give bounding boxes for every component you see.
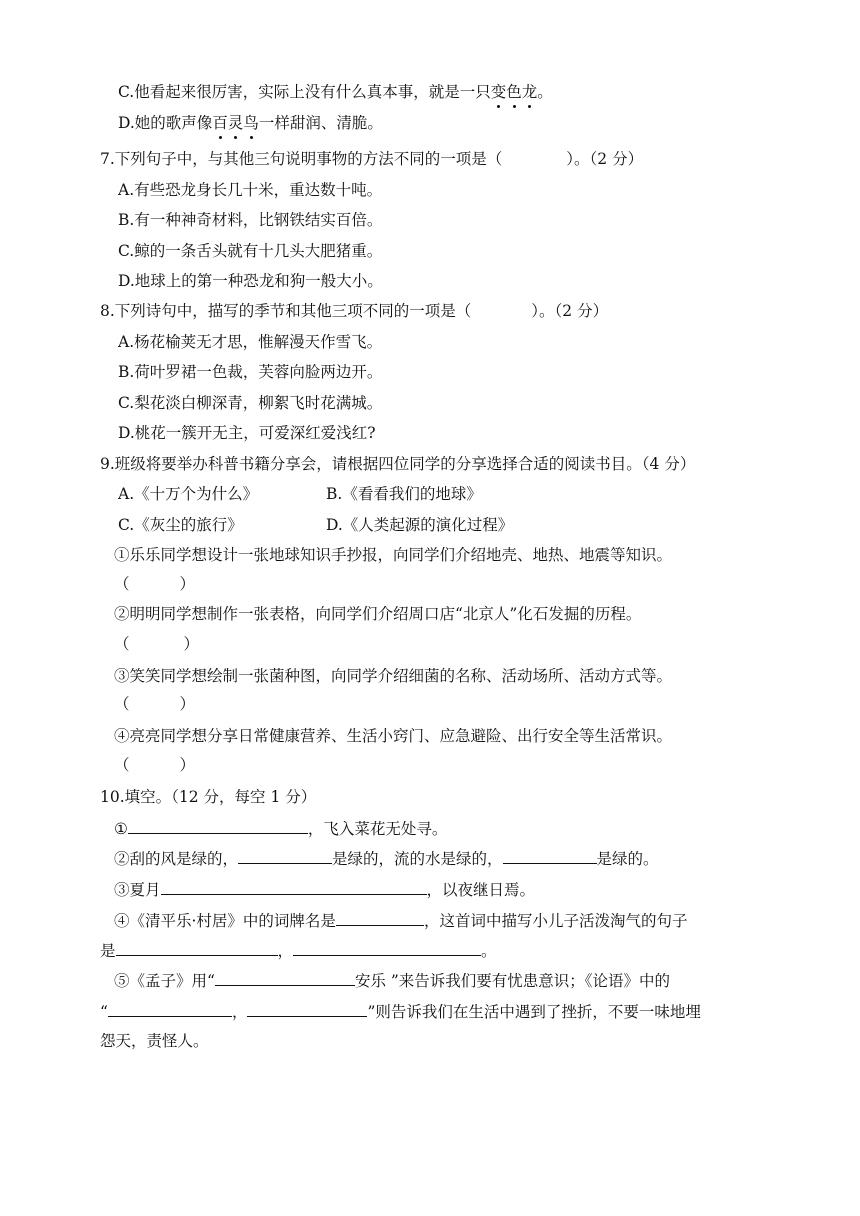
q9-item-1: ①乐乐同学想设计一张地球知识手抄报，向同学们介绍地壳、地热、地震等知识。 (114, 546, 673, 564)
q6-option-d-text: D.她的歌声像 (118, 114, 213, 132)
q10-line-8: 怨天，责怪人。 (100, 1032, 209, 1050)
emphasis-char: 灵 (227, 114, 244, 132)
q10-line-5-text-a: 是 (100, 942, 116, 960)
q9-answer-1[interactable] (114, 574, 195, 594)
emphasis-char: 百 (212, 114, 228, 132)
q6-option-c-end: 。 (537, 83, 553, 101)
paren-close: ） (179, 756, 196, 774)
q6-option-d-end: 一样甜润、清脆。 (258, 114, 383, 132)
q7-stem-text: 7.下列句子中，与其他三句说明事物的方法不同的一项是（ (100, 150, 503, 168)
fill-blank[interactable] (116, 940, 278, 956)
q7-option-b: B.有一种神奇材料，比钢铁结实百倍。 (118, 211, 383, 229)
q9-answer-2[interactable] (114, 634, 199, 654)
fill-blank[interactable] (215, 970, 355, 986)
q9-book-a: A.《十万个为什么》 (118, 485, 259, 503)
q8-score: ）。（2 分） (531, 302, 609, 320)
paren-close: ） (183, 635, 200, 653)
q9-item-2: ②明明同学想制作一张表格，向同学们介绍周口店“北京人”化石发掘的历程。 (114, 605, 642, 623)
fill-blank[interactable] (108, 1001, 232, 1017)
q10-line-7-text-a: “ (100, 1003, 108, 1021)
q10-line-7-text-b: ， (231, 1003, 248, 1021)
fill-blank[interactable] (238, 848, 332, 864)
q10-line-3-text-a: ③夏月 (114, 881, 161, 899)
q10-line-3 (114, 879, 535, 900)
fill-blank[interactable] (503, 848, 597, 864)
paren-open: （ (114, 756, 130, 774)
q10-line-6 (114, 970, 670, 991)
q8-option-b: B.荷叶罗裙一色裁，芙蓉向脸两边开。 (118, 363, 383, 381)
q7-option-a: A.有些恐龙身长几十米，重达数十吨。 (118, 181, 383, 199)
q10-line-7-text-c: ”则告诉我们在生活中遇到了挫折，不要一味地埋 (367, 1003, 701, 1021)
q7-stem (100, 149, 643, 169)
q9-answer-4[interactable] (114, 755, 195, 775)
q7-option-d: D.地球上的第一种恐龙和狗一般大小。 (118, 272, 383, 290)
q10-line-6-text-b: 安乐 ”来告诉我们要有忧患意识；《论语》中的 (354, 972, 671, 990)
q10-line-6-text-a: ⑤《孟子》用“ (114, 972, 215, 990)
paren-open: （ (114, 635, 130, 653)
q8-option-a: A.杨花榆荚无才思，惟解漫天作雪飞。 (118, 333, 383, 351)
q6-option-c (118, 82, 553, 102)
paren-close: ） (179, 695, 196, 713)
emphasis-char: 鸟 (243, 114, 259, 132)
q10-line-3-text-b: ，以夜继日焉。 (426, 881, 536, 899)
q9-item-4: ④亮亮同学想分享日常健康营养、生活小窍门、应急避险、出行安全等生活常识。 (114, 727, 673, 745)
q6-option-d (118, 113, 383, 133)
q8-option-c: C.梨花淡白柳深青，柳絮飞时花满城。 (118, 394, 383, 412)
q10-line-2-text-a: ②刮的风是绿的， (114, 850, 239, 868)
q6-option-c-text: C.他看起来很厉害，实际上没有什么真本事，就是一只 (118, 83, 491, 101)
fill-blank[interactable] (336, 910, 424, 926)
q10-line-4-text-b: ，这首词中描写小儿子活泼淘气的句子 (423, 912, 688, 930)
q10-line-4-text-a: ④《清平乐·村居》中的词牌名是 (114, 912, 336, 930)
q8-stem (100, 301, 608, 321)
emphasis-char: 色 (506, 83, 522, 101)
q8-option-d: D.桃花一簇开无主，可爱深红爱浅红? (118, 424, 376, 442)
q7-option-c: C.鲸的一条舌头就有十几头大肥猪重。 (118, 242, 383, 260)
q10-line-1-text: ，飞入菜花无处寻。 (307, 820, 448, 838)
fill-blank[interactable] (128, 818, 308, 834)
q7-score: ）。（2 分） (566, 150, 644, 168)
paren-close: ） (179, 575, 196, 593)
q9-book-d: D.《人类起源的演化过程》 (326, 516, 514, 534)
fill-blank[interactable] (293, 940, 481, 956)
q10-line-2-text-b: 是绿的，流的水是绿的， (332, 850, 503, 868)
q10-line-7 (100, 1001, 701, 1022)
q9-book-b: B.《看看我们的地球》 (326, 485, 482, 503)
q9-answer-3[interactable] (114, 694, 195, 714)
q10-line-5 (100, 940, 497, 961)
emphasis-char: 龙 (521, 83, 538, 101)
q9-item-3: ③笑笑同学想绘制一张菌种图，向同学介绍细菌的名称、活动场所、活动方式等。 (114, 667, 673, 685)
q10-stem: 10.填空。（12 分，每空 1 分） (100, 788, 317, 806)
q9-book-c: C.《灰尘的旅行》 (118, 516, 243, 534)
q10-line-2-text-c: 是绿的。 (596, 850, 659, 868)
item-marker: ① (114, 820, 128, 838)
q10-line-5-text-c: 。 (481, 942, 497, 960)
paren-open: （ (114, 695, 130, 713)
q10-line-1 (114, 818, 447, 839)
emphasis-char: 变 (490, 83, 507, 101)
q10-line-4 (114, 910, 687, 931)
q9-stem: 9.班级将要举办科普书籍分享会，请根据四位同学的分享选择合适的阅读书目。（4 分） (100, 455, 696, 473)
q10-line-5-text-b: ， (277, 942, 294, 960)
fill-blank[interactable] (161, 879, 427, 895)
q8-stem-text: 8.下列诗句中，描写的季节和其他三项不同的一项是（ (100, 302, 472, 320)
fill-blank[interactable] (247, 1001, 367, 1017)
paren-open: （ (114, 575, 130, 593)
q10-line-2 (114, 848, 659, 869)
